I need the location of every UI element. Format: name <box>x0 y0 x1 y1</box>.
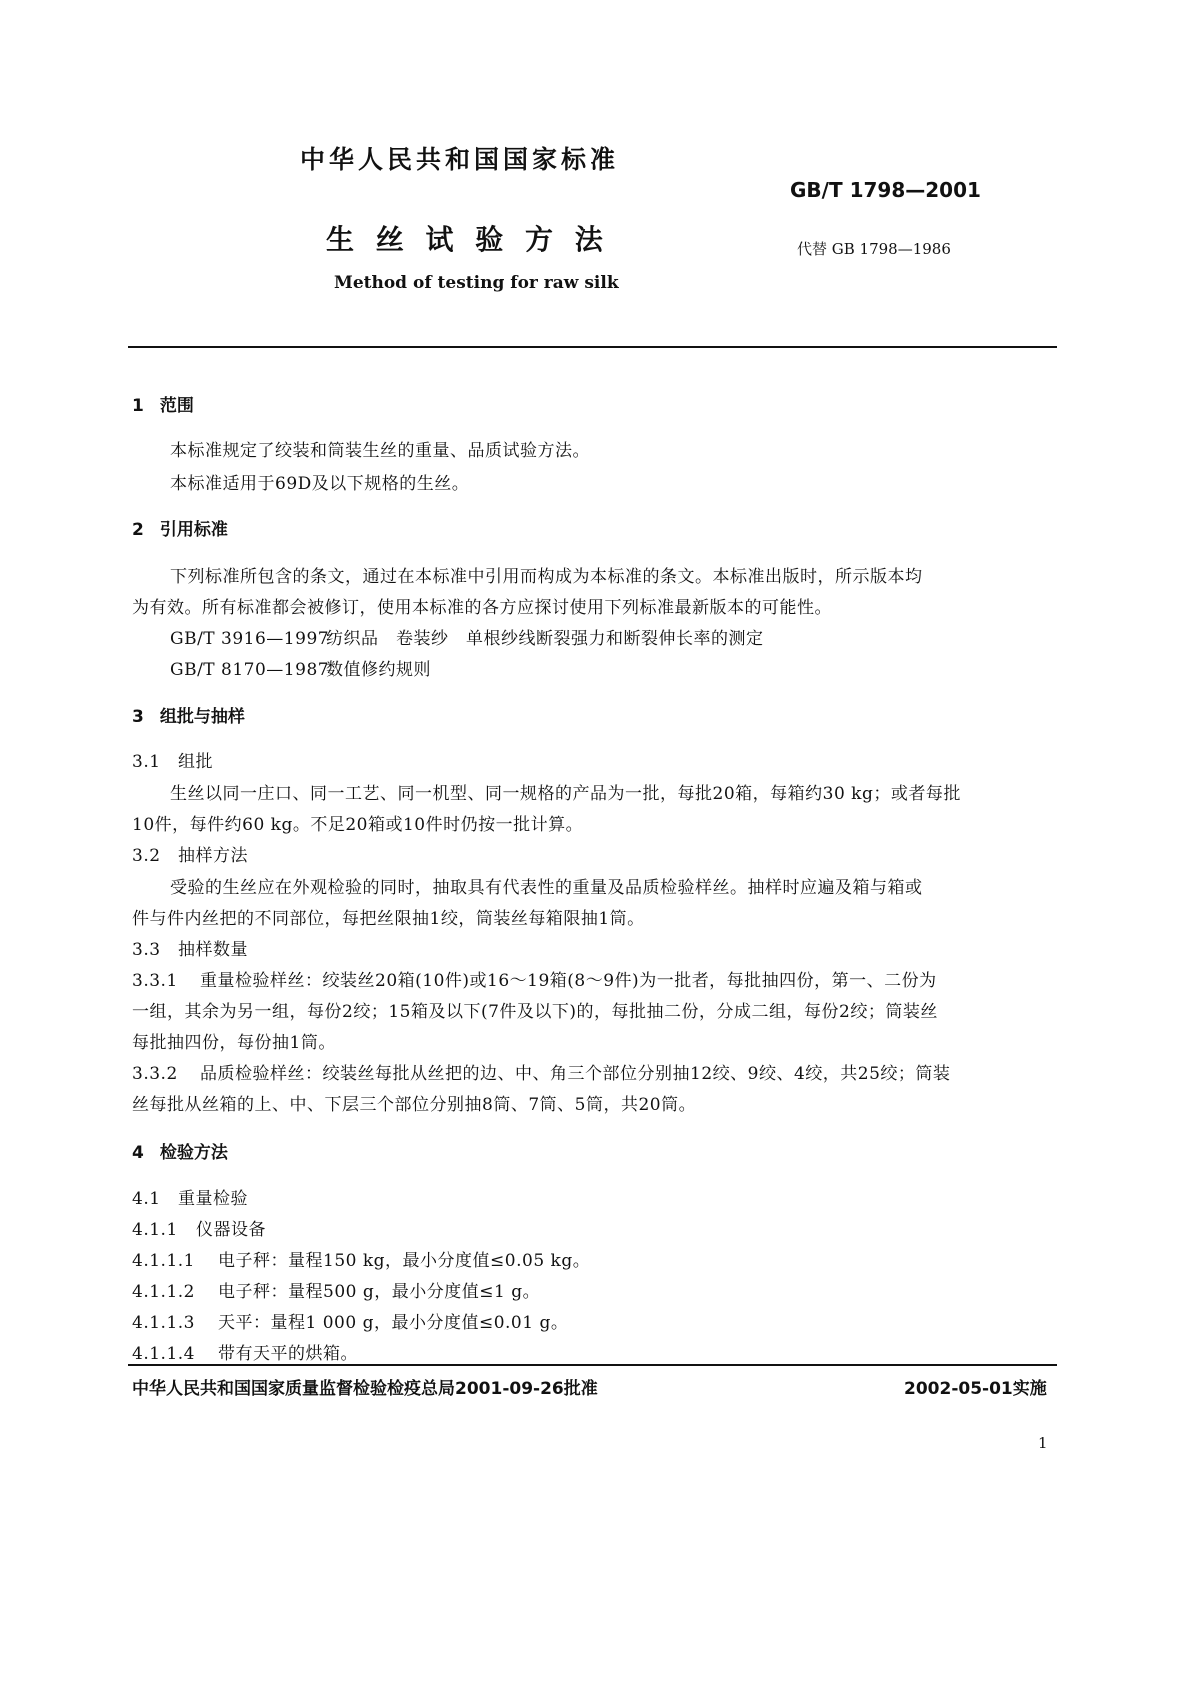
section-title: 检验方法 <box>159 1143 228 1163</box>
clause-text: 品质检验样丝：绞装丝每批从丝把的边、中、角三个部位分别抽12绞、9绞、4绞，共25绞；筒装 <box>200 1064 951 1084</box>
item-number: 4.1.1.3 <box>132 1313 195 1333</box>
reference-desc: 纺织品 卷装纱 单根纱线断裂强力和断裂伸长率的测定 <box>326 629 764 649</box>
item-text: 电子秤：量程500 g，最小分度值≤1 g。 <box>218 1282 541 1302</box>
paragraph: 件与件内丝把的不同部位，每把丝限抽1绞，筒装丝每箱限抽1筒。 <box>132 909 645 929</box>
item-text: 天平：量程1 000 g，最小分度值≤0.01 g。 <box>218 1313 569 1333</box>
item-text: 带有天平的烘箱。 <box>218 1344 358 1364</box>
paragraph: 本标准规定了绞装和筒装生丝的重量、品质试验方法。 <box>170 441 590 461</box>
subsection-title: 重量检验 <box>178 1189 248 1209</box>
paragraph: 一组，其余为另一组，每份2绞；15箱及以下(7件及以下)的，每批抽二份，分成二组，每份2绞；筒装丝 <box>132 1002 938 1022</box>
reference-code: GB/T 8170—1987 <box>170 660 330 680</box>
clause-3-3-2 <box>132 1059 950 1084</box>
section-title: 范围 <box>159 396 194 416</box>
equipment-item <box>132 1339 358 1364</box>
reference-code: GB/T 3916—1997 <box>170 629 330 649</box>
subsection-3-2-heading <box>132 841 248 866</box>
item-text: 电子秤：量程150 kg，最小分度值≤0.05 kg。 <box>218 1251 591 1271</box>
section-number: 3 <box>132 707 144 727</box>
subsection-title: 抽样方法 <box>178 846 248 866</box>
subsection-number: 3.1 <box>132 752 161 772</box>
reference-item <box>170 624 764 649</box>
section-title: 组批与抽样 <box>159 707 245 727</box>
subsection-title: 组批 <box>178 752 213 772</box>
equipment-item <box>132 1246 590 1271</box>
paragraph: 下列标准所包含的条文，通过在本标准中引用而构成为本标准的条文。本标准出版时，所示版本均 <box>170 567 923 587</box>
section-3-heading <box>132 702 245 727</box>
paragraph: 每批抽四份，每份抽1筒。 <box>132 1033 336 1053</box>
subsection-number: 3.3 <box>132 940 161 960</box>
effective-date: 2002-05-01实施 <box>904 1379 1047 1399</box>
clause-3-3-1 <box>132 966 937 991</box>
subsection-4-1-1-heading <box>132 1215 266 1240</box>
item-number: 4.1.1.1 <box>132 1251 195 1271</box>
paragraph: 为有效。所有标准都会被修订，使用本标准的各方应探讨使用下列标准最新版本的可能性。 <box>132 598 832 618</box>
standard-code: GB/T 1798—2001 <box>790 178 981 202</box>
subsection-number: 4.1 <box>132 1189 161 1209</box>
page-number: 1 <box>1038 1434 1048 1452</box>
subsection-3-3-heading <box>132 935 248 960</box>
item-number: 4.1.1.2 <box>132 1282 195 1302</box>
subsection-3-1-heading <box>132 747 213 772</box>
paragraph: 丝每批从丝箱的上、中、下层三个部位分别抽8筒、7筒、5筒，共20筒。 <box>132 1095 697 1115</box>
section-number: 4 <box>132 1143 144 1163</box>
section-2-heading <box>132 515 228 540</box>
approval-line: 中华人民共和国国家质量监督检验检疫总局2001-09-26批准 <box>132 1379 598 1399</box>
document-title: 生 丝 试 验 方 法 <box>326 223 609 256</box>
clause-text: 重量检验样丝：绞装丝20箱(10件)或16～19箱(8～9件)为一批者，每批抽四份，第一、二份为 <box>200 971 937 991</box>
footer-divider <box>128 1364 1057 1366</box>
reference-item <box>170 655 431 680</box>
header-divider <box>128 346 1057 348</box>
item-number: 4.1.1.4 <box>132 1344 195 1364</box>
reference-desc: 数值修约规则 <box>326 660 431 680</box>
clause-number: 3.3.2 <box>132 1064 178 1084</box>
subsection-number: 3.2 <box>132 846 161 866</box>
section-4-heading <box>132 1138 228 1163</box>
section-1-heading <box>132 391 194 416</box>
paragraph: 本标准适用于69D及以下规格的生丝。 <box>170 474 470 494</box>
section-number: 2 <box>132 520 144 540</box>
replaces-note: 代替 GB 1798—1986 <box>797 240 951 258</box>
subsection-title: 仪器设备 <box>196 1220 266 1240</box>
country-standard-heading: 中华人民共和国国家标准 <box>300 145 620 174</box>
subsection-number: 4.1.1 <box>132 1220 178 1240</box>
section-title: 引用标准 <box>159 520 228 540</box>
paragraph: 受验的生丝应在外观检验的同时，抽取具有代表性的重量及品质检验样丝。抽样时应遍及箱与箱或 <box>170 878 923 898</box>
english-title: Method of testing for raw silk <box>334 273 619 293</box>
equipment-item <box>132 1277 540 1302</box>
equipment-item <box>132 1308 568 1333</box>
subsection-4-1-heading <box>132 1184 248 1209</box>
paragraph: 生丝以同一庄口、同一工艺、同一机型、同一规格的产品为一批，每批20箱，每箱约30 kg；或者每批 <box>170 784 961 804</box>
paragraph: 10件，每件约60 kg。不足20箱或10件时仍按一批计算。 <box>132 815 584 835</box>
clause-number: 3.3.1 <box>132 971 178 991</box>
subsection-title: 抽样数量 <box>178 940 248 960</box>
section-number: 1 <box>132 396 144 416</box>
